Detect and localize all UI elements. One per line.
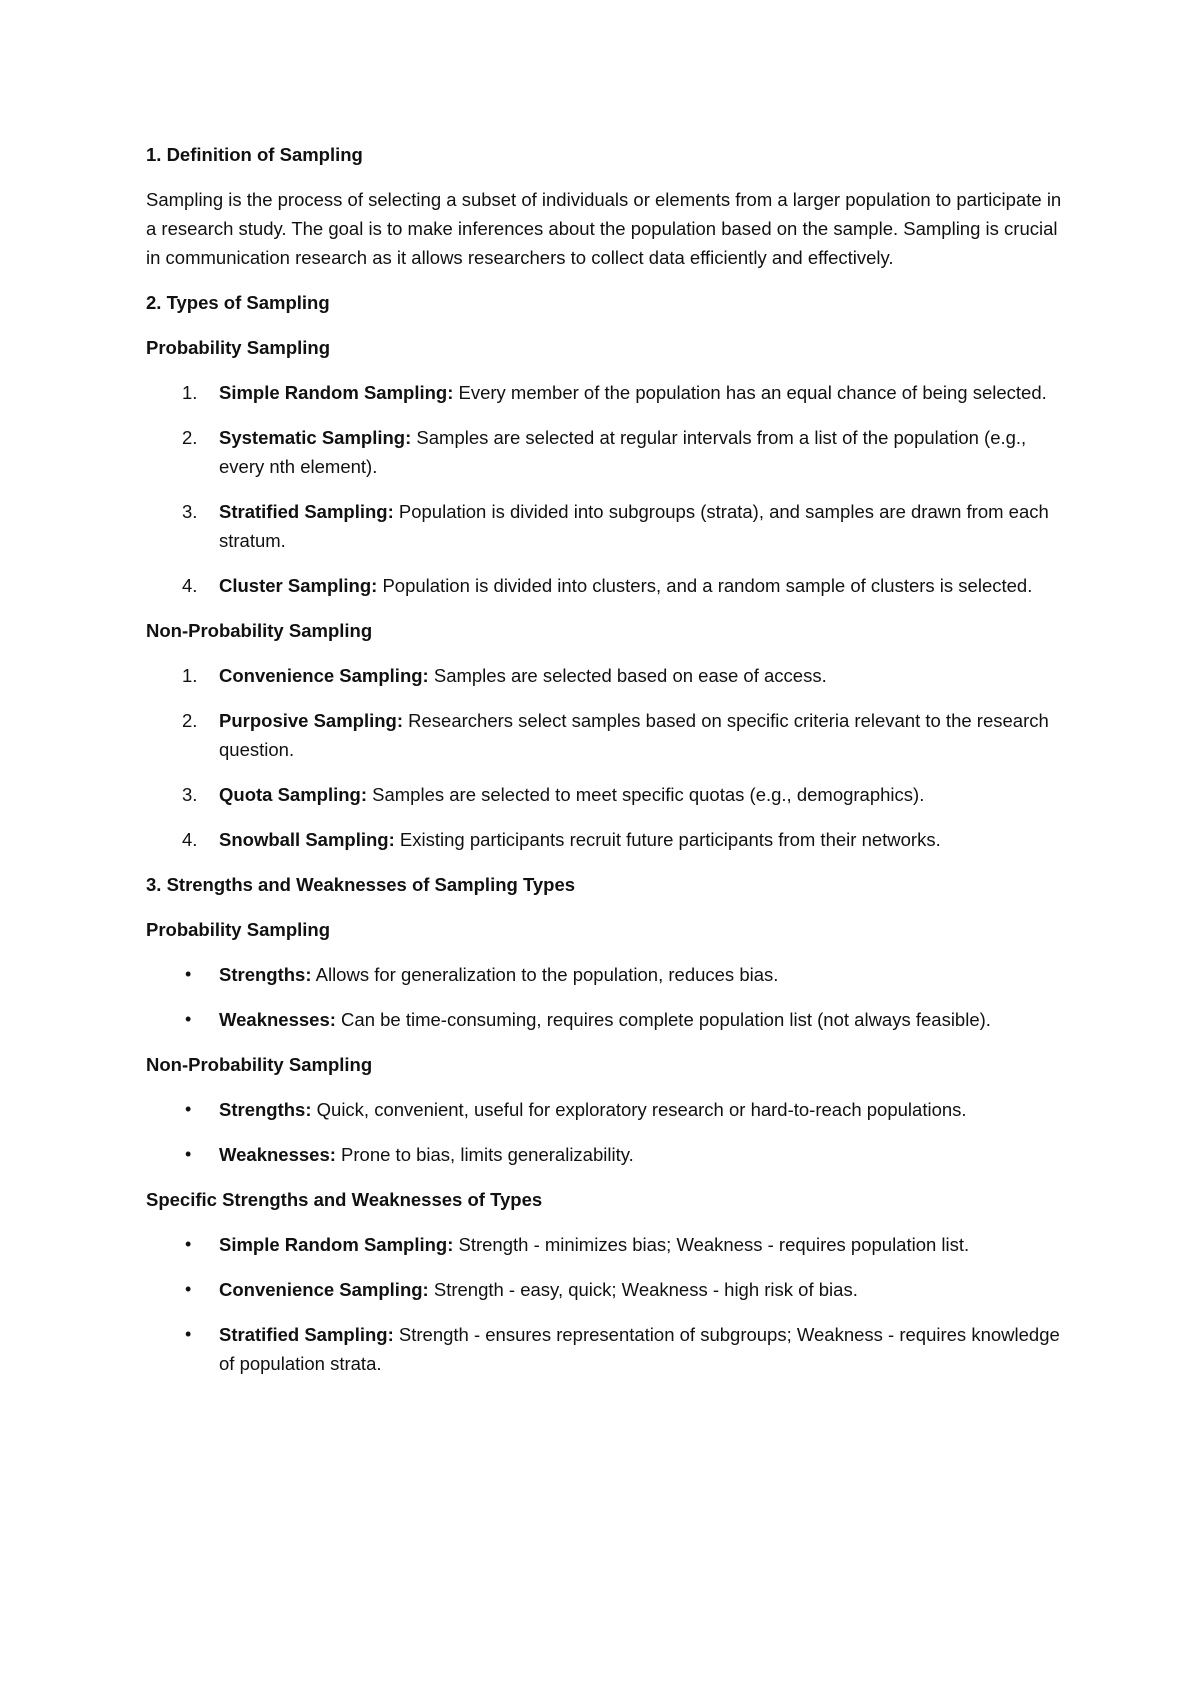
list-text: Strength - easy, quick; Weakness - high risk of bias. bbox=[428, 1279, 858, 1300]
list-item bbox=[146, 780, 1066, 809]
subheading-specific-strengths-weaknesses: Specific Strengths and Weaknesses of Types bbox=[146, 1189, 543, 1210]
list-term: Stratified Sampling: bbox=[219, 501, 394, 522]
document-page bbox=[146, 140, 1066, 1394]
bullet-icon: • bbox=[185, 1324, 192, 1344]
subheading-probability-sampling: Probability Sampling bbox=[146, 337, 330, 358]
list-text: Allows for generalization to the population, reduces bias. bbox=[311, 964, 779, 985]
list-text: Every member of the population has an equal chance of being selected. bbox=[453, 382, 1047, 403]
list-term: Quota Sampling: bbox=[219, 784, 367, 805]
subheading-nonprobability-sampling-sw: Non-Probability Sampling bbox=[146, 1054, 373, 1075]
list-item bbox=[146, 497, 1066, 555]
list-text: Strength - minimizes bias; Weakness - requires population list. bbox=[453, 1234, 970, 1255]
list-text: Prone to bias, limits generalizability. bbox=[335, 1144, 634, 1165]
list-number: 3. bbox=[182, 501, 198, 522]
list-term: Simple Random Sampling: bbox=[219, 1234, 454, 1255]
list-term: Convenience Sampling: bbox=[219, 1279, 429, 1300]
list-term: Cluster Sampling: bbox=[219, 575, 378, 596]
definition-paragraph: Sampling is the process of selecting a subset of individuals or elements from a larger population to participate in a research study. The goal is to make inferences about the population based on the sample. Sampling is crucial in communication research as it allows researchers to collect data efficiently and effectively. bbox=[146, 189, 1062, 268]
list-number: 2. bbox=[182, 427, 198, 448]
list-text: Strength - ensures representation of subgroups; Weakness - requires knowledge of population strata. bbox=[219, 1324, 1060, 1374]
list-text: Existing participants recruit future participants from their networks. bbox=[394, 829, 941, 850]
list-term: Simple Random Sampling: bbox=[219, 382, 454, 403]
list-text: Population is divided into clusters, and a random sample of clusters is selected. bbox=[377, 575, 1033, 596]
list-term: Purposive Sampling: bbox=[219, 710, 404, 731]
list-text: Population is divided into subgroups (strata), and samples are drawn from each stratum. bbox=[219, 501, 1049, 551]
list-number: 4. bbox=[182, 829, 198, 850]
list-term: Convenience Sampling: bbox=[219, 665, 429, 686]
probability-sw-list bbox=[146, 960, 1066, 1034]
list-term: Strengths: bbox=[219, 964, 312, 985]
list-term: Systematic Sampling: bbox=[219, 427, 412, 448]
list-item bbox=[146, 661, 1066, 690]
list-item bbox=[146, 1095, 1066, 1124]
list-number: 2. bbox=[182, 710, 198, 731]
list-text: Samples are selected based on ease of access. bbox=[428, 665, 827, 686]
nonprobability-sw-list bbox=[146, 1095, 1066, 1169]
list-item bbox=[146, 1320, 1066, 1378]
list-text: Samples are selected at regular intervals from a list of the population (e.g., every nth element). bbox=[219, 427, 1027, 477]
list-item bbox=[146, 1230, 1066, 1259]
nonprobability-types-list bbox=[146, 661, 1066, 854]
list-term: Weaknesses: bbox=[219, 1009, 336, 1030]
list-text: Researchers select samples based on specific criteria relevant to the research question. bbox=[219, 710, 1049, 760]
subheading-probability-sampling-sw: Probability Sampling bbox=[146, 919, 330, 940]
list-number: 1. bbox=[182, 382, 198, 403]
list-term: Stratified Sampling: bbox=[219, 1324, 394, 1345]
probability-types-list bbox=[146, 378, 1066, 600]
bullet-icon: • bbox=[185, 1234, 192, 1254]
list-item bbox=[146, 378, 1066, 407]
list-term: Weaknesses: bbox=[219, 1144, 336, 1165]
list-number: 3. bbox=[182, 784, 198, 805]
list-number: 4. bbox=[182, 575, 198, 596]
list-item bbox=[146, 571, 1066, 600]
bullet-icon: • bbox=[185, 1144, 192, 1164]
list-item bbox=[146, 1275, 1066, 1304]
section-heading-definition: 1. Definition of Sampling bbox=[146, 144, 363, 165]
bullet-icon: • bbox=[185, 964, 192, 984]
list-item bbox=[146, 706, 1066, 764]
section-heading-types: 2. Types of Sampling bbox=[146, 292, 330, 313]
list-text: Quick, convenient, useful for exploratory research or hard-to-reach populations. bbox=[311, 1099, 967, 1120]
list-text: Samples are selected to meet specific quotas (e.g., demographics). bbox=[367, 784, 925, 805]
list-term: Snowball Sampling: bbox=[219, 829, 395, 850]
list-item bbox=[146, 423, 1066, 481]
list-item bbox=[146, 825, 1066, 854]
list-item bbox=[146, 960, 1066, 989]
subheading-nonprobability-sampling: Non-Probability Sampling bbox=[146, 620, 373, 641]
list-term: Strengths: bbox=[219, 1099, 312, 1120]
specific-sw-list bbox=[146, 1230, 1066, 1378]
bullet-icon: • bbox=[185, 1009, 192, 1029]
bullet-icon: • bbox=[185, 1279, 192, 1299]
section-heading-strengths-weaknesses: 3. Strengths and Weaknesses of Sampling Types bbox=[146, 874, 576, 895]
list-number: 1. bbox=[182, 665, 198, 686]
bullet-icon: • bbox=[185, 1099, 192, 1119]
list-item bbox=[146, 1140, 1066, 1169]
list-item bbox=[146, 1005, 1066, 1034]
list-text: Can be time-consuming, requires complete population list (not always feasible). bbox=[335, 1009, 991, 1030]
